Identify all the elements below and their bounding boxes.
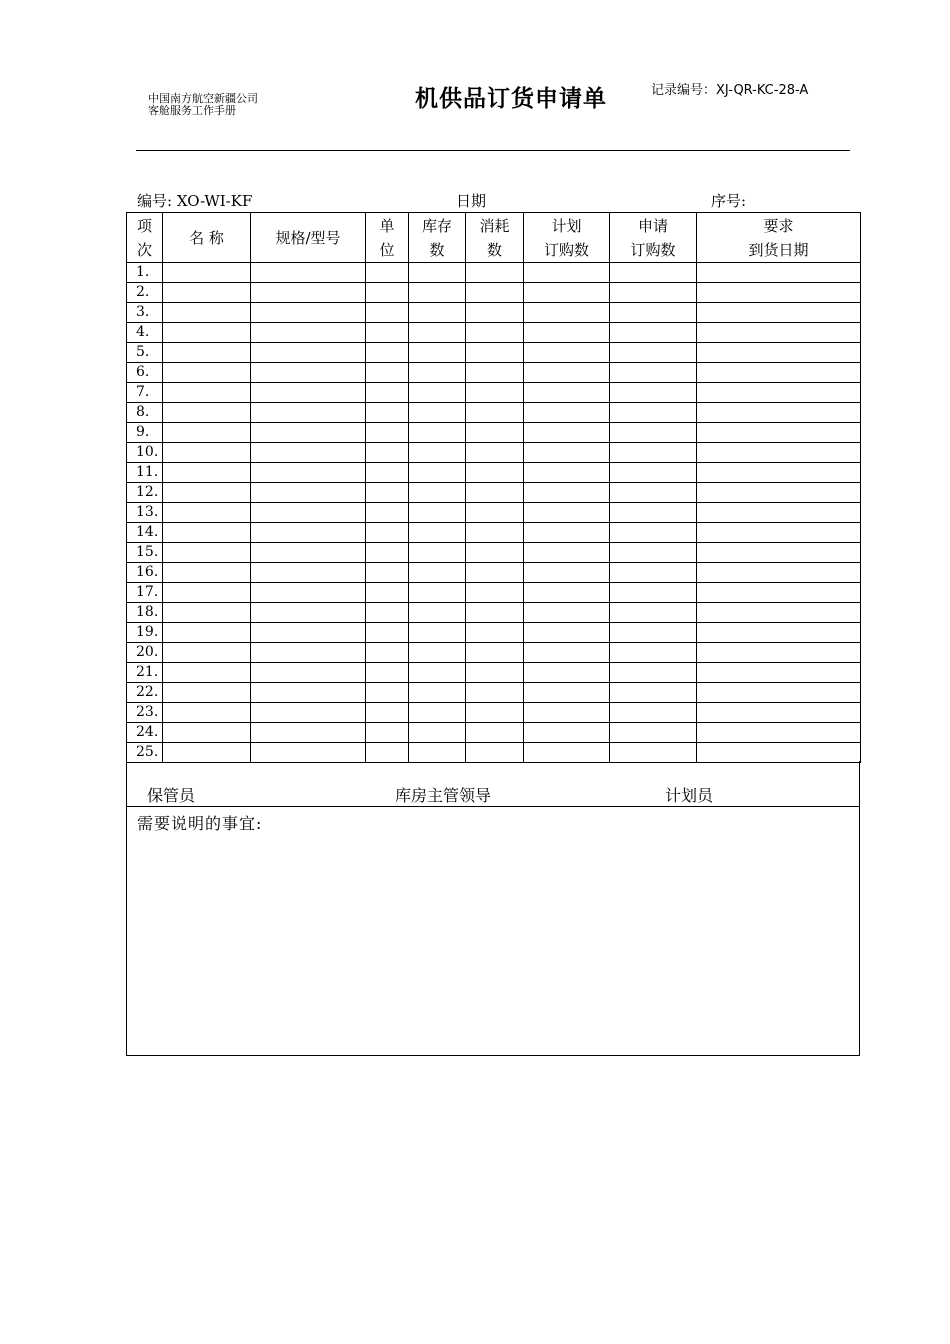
table-cell — [610, 523, 697, 543]
table-cell — [163, 583, 251, 603]
table-cell — [409, 383, 466, 403]
table-cell — [409, 723, 466, 743]
table-cell — [697, 303, 861, 323]
header-planned-qty: 计划 订购数 — [524, 213, 610, 263]
table-cell — [366, 543, 409, 563]
table-cell — [697, 323, 861, 343]
header-consumption: 消耗 数 — [466, 213, 524, 263]
table-cell — [251, 423, 366, 443]
table-cell — [366, 643, 409, 663]
table-cell — [409, 503, 466, 523]
table-cell — [251, 283, 366, 303]
table-row — [127, 523, 861, 543]
row-number: 17. — [127, 583, 163, 603]
table-cell — [697, 563, 861, 583]
table-cell — [524, 523, 610, 543]
table-cell — [610, 743, 697, 763]
table-cell — [409, 423, 466, 443]
table-row — [127, 283, 861, 303]
table-cell — [163, 723, 251, 743]
table-cell — [524, 263, 610, 283]
table-row — [127, 403, 861, 423]
table-cell — [366, 603, 409, 623]
table-cell — [466, 463, 524, 483]
table-cell — [409, 583, 466, 603]
footer-box — [126, 761, 860, 1056]
table-cell — [466, 603, 524, 623]
table-cell — [409, 643, 466, 663]
table-cell — [697, 543, 861, 563]
table-cell — [163, 323, 251, 343]
table-cell — [163, 563, 251, 583]
row-number: 23. — [127, 703, 163, 723]
table-cell — [466, 543, 524, 563]
table-cell — [466, 343, 524, 363]
table-cell — [366, 523, 409, 543]
table-cell — [524, 483, 610, 503]
table-cell — [251, 723, 366, 743]
table-cell — [163, 423, 251, 443]
table-row — [127, 583, 861, 603]
table-cell — [409, 563, 466, 583]
table-cell — [409, 403, 466, 423]
table-row — [127, 623, 861, 643]
table-cell — [466, 443, 524, 463]
table-row — [127, 683, 861, 703]
table-cell — [610, 423, 697, 443]
table-cell — [466, 563, 524, 583]
table-cell — [524, 583, 610, 603]
header-name: 名 称 — [163, 213, 251, 263]
table-cell — [163, 403, 251, 423]
table-cell — [524, 443, 610, 463]
table-cell — [163, 363, 251, 383]
table-cell — [251, 523, 366, 543]
table-cell — [251, 443, 366, 463]
table-cell — [466, 623, 524, 643]
table-cell — [163, 503, 251, 523]
row-number: 11. — [127, 463, 163, 483]
table-cell — [366, 743, 409, 763]
table-cell — [524, 383, 610, 403]
table-cell — [697, 363, 861, 383]
table-cell — [409, 303, 466, 323]
table-cell — [466, 423, 524, 443]
row-number: 1. — [127, 263, 163, 283]
table-cell — [163, 443, 251, 463]
table-cell — [163, 623, 251, 643]
table-cell — [366, 283, 409, 303]
table-cell — [163, 523, 251, 543]
manual-name: 客舱服务工作手册 — [148, 104, 236, 117]
table-cell — [697, 463, 861, 483]
table-cell — [466, 743, 524, 763]
table-cell — [251, 703, 366, 723]
table-cell — [697, 663, 861, 683]
table-row — [127, 503, 861, 523]
table-cell — [466, 703, 524, 723]
table-row — [127, 743, 861, 763]
company-name: 中国南方航空新疆公司 — [148, 92, 258, 105]
row-number: 10. — [127, 443, 163, 463]
table-cell — [163, 263, 251, 283]
table-row — [127, 563, 861, 583]
table-cell — [251, 623, 366, 643]
row-number: 5. — [127, 343, 163, 363]
header-index: 项 次 — [127, 213, 163, 263]
table-cell — [524, 303, 610, 323]
table-cell — [524, 683, 610, 703]
table-cell — [524, 283, 610, 303]
header-divider — [136, 150, 850, 151]
table-cell — [409, 663, 466, 683]
table-cell — [163, 703, 251, 723]
table-cell — [524, 543, 610, 563]
table-cell — [366, 703, 409, 723]
table-cell — [409, 543, 466, 563]
table-cell — [251, 383, 366, 403]
table-cell — [409, 483, 466, 503]
table-cell — [163, 303, 251, 323]
table-cell — [697, 483, 861, 503]
header-required-date: 要求 到货日期 — [697, 213, 861, 263]
table-cell — [610, 263, 697, 283]
date-label: 日期 — [456, 192, 487, 210]
table-cell — [610, 623, 697, 643]
table-cell — [366, 583, 409, 603]
header-requested-qty: 申请 订购数 — [610, 213, 697, 263]
table-cell — [409, 523, 466, 543]
table-cell — [366, 363, 409, 383]
table-cell — [697, 523, 861, 543]
row-number: 16. — [127, 563, 163, 583]
row-number: 3. — [127, 303, 163, 323]
table-cell — [697, 603, 861, 623]
table-cell — [610, 323, 697, 343]
table-cell — [366, 403, 409, 423]
table-cell — [163, 643, 251, 663]
table-cell — [610, 643, 697, 663]
table-row — [127, 603, 861, 623]
table-cell — [524, 743, 610, 763]
table-cell — [163, 543, 251, 563]
table-row — [127, 303, 861, 323]
table-cell — [524, 663, 610, 683]
table-cell — [610, 483, 697, 503]
table-row — [127, 463, 861, 483]
table-cell — [409, 263, 466, 283]
table-cell — [610, 303, 697, 323]
table-cell — [524, 623, 610, 643]
table-cell — [366, 303, 409, 323]
table-cell — [366, 323, 409, 343]
table-cell — [466, 643, 524, 663]
table-cell — [409, 623, 466, 643]
table-row — [127, 443, 861, 463]
table-cell — [697, 343, 861, 363]
table-row — [127, 483, 861, 503]
table-cell — [610, 603, 697, 623]
table-cell — [697, 703, 861, 723]
table-cell — [466, 323, 524, 343]
table-cell — [697, 683, 861, 703]
table-cell — [251, 263, 366, 283]
table-cell — [409, 283, 466, 303]
table-cell — [163, 383, 251, 403]
table-header-row — [127, 213, 861, 263]
table-cell — [409, 363, 466, 383]
table-cell — [524, 603, 610, 623]
table-cell — [366, 423, 409, 443]
table-cell — [524, 563, 610, 583]
table-row — [127, 543, 861, 563]
table-cell — [466, 303, 524, 323]
table-cell — [524, 343, 610, 363]
signature-divider — [127, 806, 859, 807]
table-cell — [163, 603, 251, 623]
table-cell — [697, 623, 861, 643]
table-cell — [697, 643, 861, 663]
table-row — [127, 263, 861, 283]
table-cell — [251, 323, 366, 343]
table-cell — [251, 563, 366, 583]
table-cell — [610, 363, 697, 383]
table-cell — [251, 743, 366, 763]
table-cell — [366, 723, 409, 743]
table-cell — [251, 663, 366, 683]
table-cell — [251, 403, 366, 423]
table-cell — [524, 503, 610, 523]
table-cell — [251, 683, 366, 703]
table-cell — [524, 643, 610, 663]
table-cell — [163, 663, 251, 683]
warehouse-lead-label: 库房主管领导 — [395, 786, 492, 805]
table-cell — [466, 663, 524, 683]
table-cell — [610, 583, 697, 603]
table-cell — [610, 663, 697, 683]
table-cell — [524, 463, 610, 483]
row-number: 15. — [127, 543, 163, 563]
row-number: 22. — [127, 683, 163, 703]
table-cell — [610, 443, 697, 463]
row-number: 4. — [127, 323, 163, 343]
table-cell — [466, 403, 524, 423]
table-row — [127, 343, 861, 363]
table-row — [127, 323, 861, 343]
table-cell — [409, 443, 466, 463]
table-cell — [610, 383, 697, 403]
table-cell — [524, 423, 610, 443]
table-cell — [697, 443, 861, 463]
table-cell — [466, 683, 524, 703]
table-cell — [163, 683, 251, 703]
row-number: 21. — [127, 663, 163, 683]
table-cell — [366, 463, 409, 483]
table-cell — [697, 383, 861, 403]
table-cell — [697, 423, 861, 443]
table-cell — [610, 543, 697, 563]
table-cell — [610, 503, 697, 523]
table-cell — [466, 263, 524, 283]
table-cell — [409, 323, 466, 343]
table-cell — [409, 603, 466, 623]
doc-number: 编号: XO-WI-KF — [137, 192, 253, 210]
header-unit: 单 位 — [366, 213, 409, 263]
order-table — [126, 212, 861, 763]
table-row — [127, 643, 861, 663]
table-cell — [409, 703, 466, 723]
table-cell — [366, 263, 409, 283]
table-cell — [409, 743, 466, 763]
table-cell — [697, 743, 861, 763]
row-number: 19. — [127, 623, 163, 643]
table-cell — [251, 303, 366, 323]
row-number: 24. — [127, 723, 163, 743]
table-cell — [466, 503, 524, 523]
table-cell — [366, 383, 409, 403]
table-cell — [466, 583, 524, 603]
table-row — [127, 663, 861, 683]
table-cell — [163, 283, 251, 303]
table-cell — [251, 583, 366, 603]
row-number: 25. — [127, 743, 163, 763]
table-cell — [610, 463, 697, 483]
table-cell — [466, 363, 524, 383]
table-cell — [610, 283, 697, 303]
table-cell — [466, 523, 524, 543]
table-cell — [697, 583, 861, 603]
table-cell — [366, 623, 409, 643]
table-cell — [366, 683, 409, 703]
table-cell — [697, 263, 861, 283]
table-cell — [366, 443, 409, 463]
row-number: 18. — [127, 603, 163, 623]
table-row — [127, 383, 861, 403]
keeper-label: 保管员 — [147, 786, 196, 805]
table-cell — [610, 343, 697, 363]
table-cell — [409, 343, 466, 363]
row-number: 6. — [127, 363, 163, 383]
table-cell — [466, 483, 524, 503]
table-row — [127, 423, 861, 443]
table-cell — [610, 563, 697, 583]
table-cell — [163, 463, 251, 483]
table-row — [127, 703, 861, 723]
header-stock: 库存 数 — [409, 213, 466, 263]
table-cell — [251, 463, 366, 483]
notes-label: 需要说明的事宜: — [137, 814, 263, 833]
row-number: 9. — [127, 423, 163, 443]
table-cell — [366, 343, 409, 363]
table-cell — [466, 723, 524, 743]
table-cell — [409, 683, 466, 703]
row-number: 14. — [127, 523, 163, 543]
table-cell — [524, 703, 610, 723]
table-cell — [697, 283, 861, 303]
table-cell — [466, 283, 524, 303]
table-cell — [697, 403, 861, 423]
table-cell — [163, 343, 251, 363]
table-cell — [251, 503, 366, 523]
table-cell — [409, 463, 466, 483]
table-cell — [524, 403, 610, 423]
table-cell — [697, 723, 861, 743]
table-cell — [251, 643, 366, 663]
company-info — [148, 93, 258, 117]
table-cell — [466, 383, 524, 403]
row-number: 8. — [127, 403, 163, 423]
table-cell — [366, 663, 409, 683]
table-cell — [524, 323, 610, 343]
serial-label: 序号: — [711, 192, 747, 210]
table-cell — [610, 683, 697, 703]
table-cell — [251, 543, 366, 563]
table-cell — [610, 703, 697, 723]
table-cell — [524, 363, 610, 383]
table-cell — [251, 343, 366, 363]
page-title: 机供品订货申请单 — [415, 86, 607, 112]
table-cell — [251, 363, 366, 383]
table-cell — [251, 603, 366, 623]
table-cell — [366, 483, 409, 503]
table-cell — [610, 723, 697, 743]
planner-label: 计划员 — [665, 786, 714, 805]
row-number: 2. — [127, 283, 163, 303]
row-number: 7. — [127, 383, 163, 403]
table-row — [127, 723, 861, 743]
table-cell — [251, 483, 366, 503]
table-cell — [697, 503, 861, 523]
table-cell — [163, 483, 251, 503]
record-number: 记录编号：XJ-QR-KC-28-A — [651, 83, 809, 98]
table-cell — [610, 403, 697, 423]
table-row — [127, 363, 861, 383]
table-cell — [163, 743, 251, 763]
row-number: 12. — [127, 483, 163, 503]
header-spec: 规格/型号 — [251, 213, 366, 263]
table-cell — [366, 563, 409, 583]
table-cell — [524, 723, 610, 743]
table-cell — [366, 503, 409, 523]
row-number: 13. — [127, 503, 163, 523]
row-number: 20. — [127, 643, 163, 663]
